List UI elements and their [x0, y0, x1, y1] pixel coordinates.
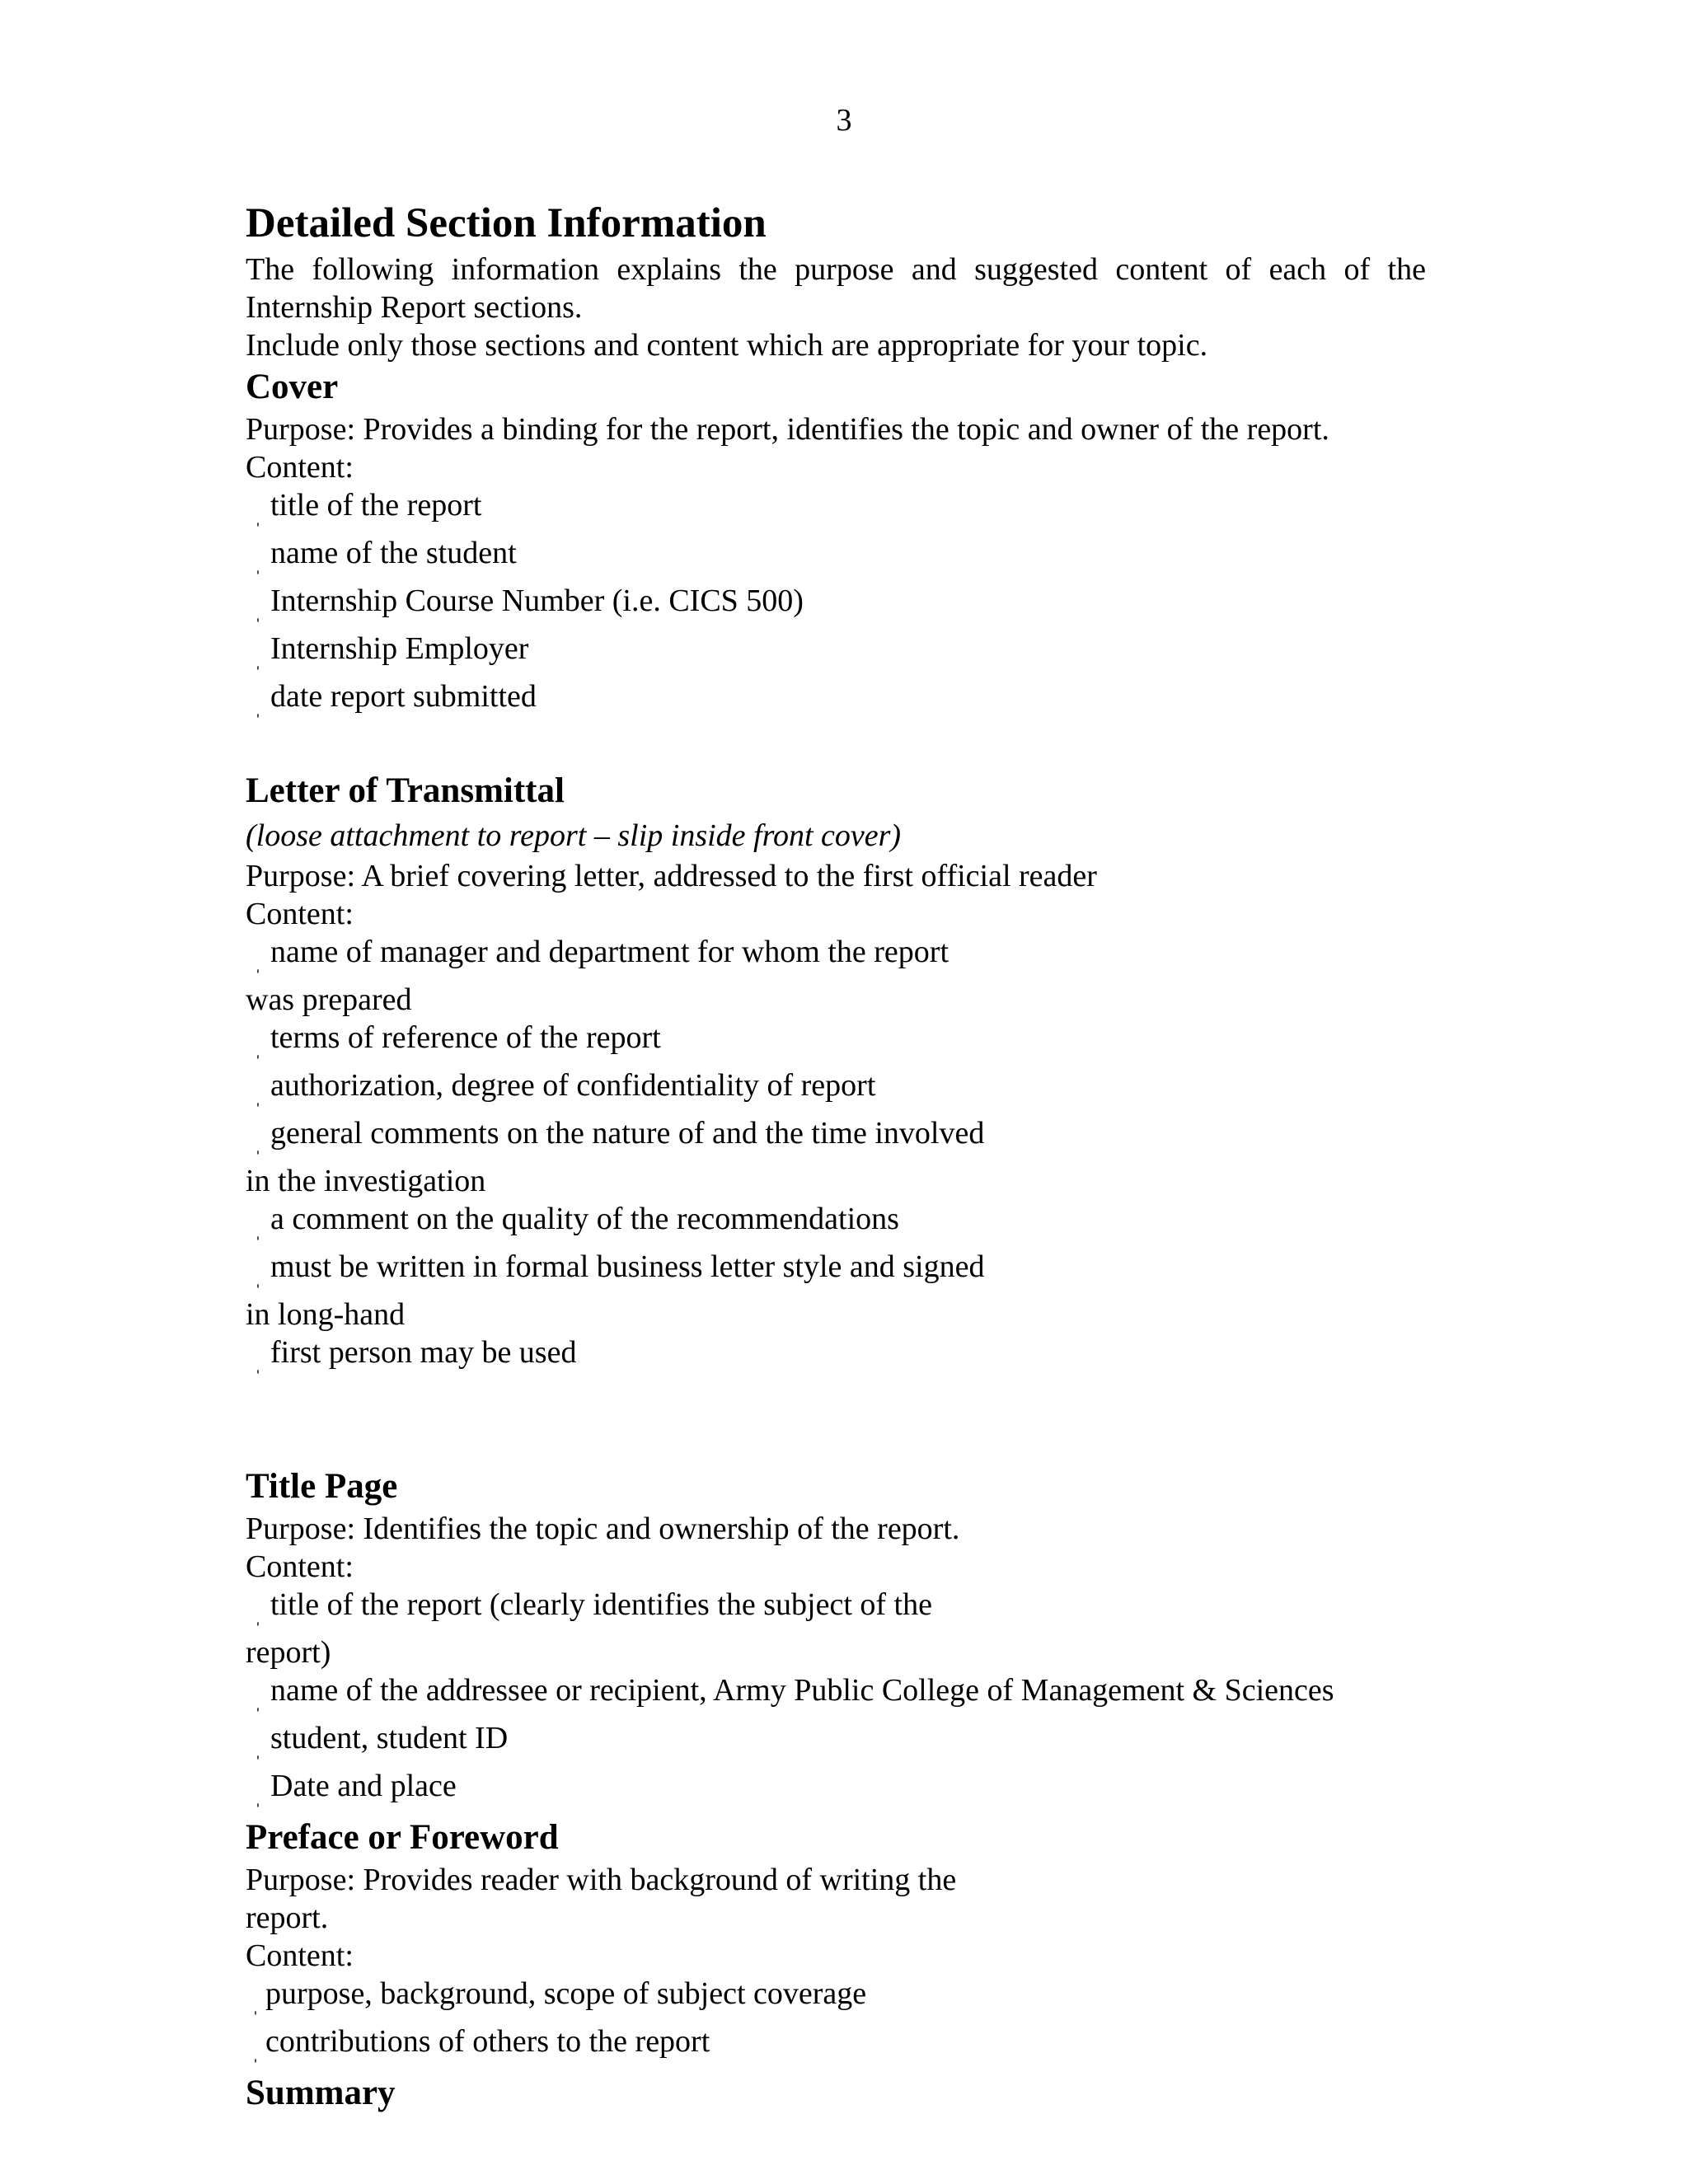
- preface-purpose: Purpose: Provides reader with background of writing the report.: [246, 1863, 957, 1935]
- bullet-icon: ˌ: [254, 1131, 262, 1155]
- list-item: ˌ terms of reference of the report: [246, 1019, 1426, 1066]
- preface-content-label: Content:: [246, 1938, 354, 1973]
- bullet-icon: ˌ: [254, 949, 262, 973]
- list-item: ˌ contributions of others to the report: [246, 2022, 1426, 2070]
- transmittal-content-label: Content:: [246, 897, 354, 931]
- section-heading-title-page: Title Page: [246, 1467, 398, 1506]
- list-item: ˌ name of the addressee or recipient, Army Public College of Management & Sciences: [246, 1671, 1426, 1719]
- intro-note: Include only those sections and content which are appropriate for your topic.: [246, 328, 1208, 363]
- cover-purpose: Purpose: Provides a binding for the report, identifies the topic and owner of the report.: [246, 412, 1329, 447]
- list-item: ˌ general comments on the nature of and the time involved in the investigation: [246, 1116, 985, 1198]
- bullet-icon: ˌ: [254, 1736, 262, 1760]
- spacer: [246, 1381, 1426, 1464]
- list-item: ˌ first person may be used: [246, 1333, 1426, 1381]
- list-item: ˌ title of the report (clearly identifies the subject of the report): [246, 1587, 932, 1670]
- list-item: ˌ Date and place: [246, 1767, 1426, 1815]
- bullet-icon: ˌ: [254, 551, 262, 574]
- section-heading-transmittal: Letter of Transmittal: [246, 771, 565, 810]
- cover-content-list: [246, 486, 1426, 725]
- bullet-icon: ˌ: [254, 646, 262, 670]
- page-title: Detailed Section Information: [246, 200, 767, 246]
- transmittal-purpose: Purpose: A brief covering letter, addressed to the first official reader: [246, 859, 1097, 893]
- bullet-icon: ˌ: [254, 1216, 262, 1240]
- bullet-icon: ˌ: [254, 598, 262, 622]
- bullet-icon: ˌ: [251, 1991, 260, 2015]
- page-number: 3: [836, 103, 852, 138]
- list-item: ˌ authorization, degree of confidentiality of report: [246, 1066, 1426, 1114]
- document-body: [246, 196, 1426, 2116]
- bullet-icon: ˌ: [254, 1688, 262, 1712]
- bullet-icon: ˌ: [254, 1264, 262, 1288]
- list-item: ˌ Internship Employer: [246, 630, 1426, 677]
- title-page-content-list: [246, 1586, 1426, 1815]
- preface-content-list: [246, 1975, 1426, 2070]
- spacer: [246, 725, 1426, 768]
- transmittal-note: (loose attachment to report – slip inside front cover): [246, 818, 902, 853]
- section-heading-cover: Cover: [246, 368, 339, 406]
- list-item: ˌ name of the student: [246, 534, 1426, 582]
- list-item: ˌ name of manager and department for whom the report was prepared: [246, 935, 950, 1017]
- bullet-icon: ˌ: [254, 1083, 262, 1107]
- bullet-icon: ˌ: [254, 503, 262, 527]
- section-heading-preface: Preface or Foreword: [246, 1818, 559, 1857]
- list-item: ˌ student, student ID: [246, 1719, 1426, 1767]
- list-item: ˌ a comment on the quality of the recommendations: [246, 1200, 1426, 1248]
- bullet-icon: ˌ: [251, 2039, 260, 2063]
- bullet-icon: ˌ: [254, 1783, 262, 1807]
- title-page-content-label: Content:: [246, 1549, 354, 1584]
- section-heading-summary: Summary: [246, 2074, 396, 2112]
- bullet-icon: ˌ: [254, 1350, 262, 1374]
- cover-content-label: Content:: [246, 450, 354, 485]
- bullet-icon: ˌ: [254, 1602, 262, 1626]
- list-item: ˌ title of the report: [246, 486, 1426, 534]
- list-item: ˌ must be written in formal business letter style and signed in long-hand: [246, 1249, 985, 1332]
- bullet-icon: ˌ: [254, 1035, 262, 1059]
- intro-paragraph: The following information explains the purpose and suggested content of each of the Internship Report sections.: [246, 252, 1426, 325]
- list-item: ˌ purpose, background, scope of subject coverage: [246, 1975, 1426, 2022]
- list-item: ˌ date report submitted: [246, 677, 1426, 725]
- bullet-icon: ˌ: [254, 694, 262, 718]
- list-item: ˌ Internship Course Number (i.e. CICS 500): [246, 582, 1426, 630]
- transmittal-content-list: [246, 933, 1426, 1381]
- title-page-purpose: Purpose: Identifies the topic and ownership of the report.: [246, 1511, 960, 1546]
